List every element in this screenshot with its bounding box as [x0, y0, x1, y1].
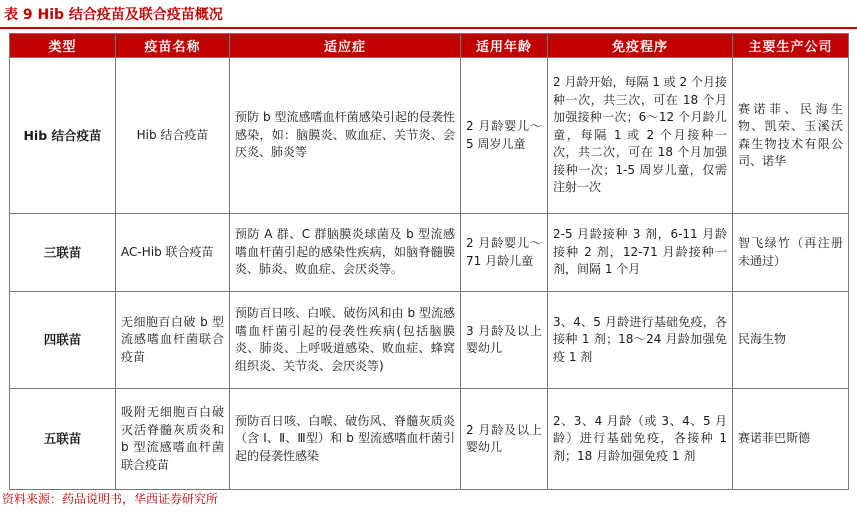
- header-vaccine-name: 疫苗名称: [116, 34, 230, 58]
- cell-vaccine-name: 无细胞百白破 b 型流感嗜血杆菌联合疫苗: [116, 292, 230, 389]
- cell-type: 四联苗: [10, 292, 116, 389]
- title-divider: [0, 27, 857, 29]
- cell-company: 赛诺菲、民海生物、凯荣、玉溪沃森生物技术有限公司、诺华: [733, 58, 849, 214]
- cell-type: 五联苗: [10, 389, 116, 490]
- cell-type: Hib 结合疫苗: [10, 58, 116, 214]
- cell-age: 2 月龄婴儿～71 月龄儿童: [461, 214, 548, 292]
- cell-vaccine-name: AC-Hib 联合疫苗: [116, 214, 230, 292]
- cell-company: 赛诺菲巴斯德: [733, 389, 849, 490]
- header-company: 主要生产公司: [733, 34, 849, 58]
- source-note: 资料来源：药品说明书，华西证券研究所: [2, 492, 219, 506]
- table-title: 表 9 Hib 结合疫苗及联合疫苗概况: [4, 7, 223, 23]
- cell-company: 智飞绿竹（再注册未通过）: [733, 214, 849, 292]
- cell-indication: 预防 b 型流感嗜血杆菌感染引起的侵袭性感染，如：脑膜炎、败血症、关节炎、会厌炎、肺炎等: [230, 58, 461, 214]
- cell-schedule: 3、4、5 月龄进行基础免疫，各接种 1 剂；18～24 月龄加强免疫 1 剂: [548, 292, 733, 389]
- cell-age: 2 月龄及以上婴幼儿: [461, 389, 548, 490]
- table-header-row: [10, 34, 849, 58]
- cell-indication: 预防 A 群、C 群脑膜炎球菌及 b 型流感嗜血杆菌引起的感染性疾病，如脑脊髓膜炎、肺炎、败血症、会厌炎等。: [230, 214, 461, 292]
- cell-company: 民海生物: [733, 292, 849, 389]
- cell-type: 三联苗: [10, 214, 116, 292]
- table-row: [10, 389, 849, 490]
- cell-indication: 预防百日咳、白喉、破伤风和由 b 型流感嗜血杆菌引起的侵袭性疾病(包括脑膜炎、肺炎、上呼吸道感染、败血症、蜂窝组织炎、关节炎、会厌炎等): [230, 292, 461, 389]
- cell-schedule: 2、3、4 月龄（或 3、4、5 月龄）进行基础免疫，各接种 1 剂；18 月龄加强免疫 1 剂: [548, 389, 733, 490]
- table-row: [10, 214, 849, 292]
- cell-schedule: 2-5 月龄接种 3 剂，6-11 月龄接种 2 剂，12-71 月龄接种一剂，间隔 1 个月: [548, 214, 733, 292]
- header-schedule: 免疫程序: [548, 34, 733, 58]
- cell-indication: 预防百日咳、白喉、破伤风、脊髓灰质炎（含 Ⅰ、Ⅱ、Ⅲ型）和 b 型流感嗜血杆菌引起的侵袭性感染: [230, 389, 461, 490]
- header-type: 类型: [10, 34, 116, 58]
- header-indication: 适应症: [230, 34, 461, 58]
- cell-vaccine-name: 吸附无细胞百白破灭活脊髓灰质炎和 b 型流感嗜血杆菌联合疫苗: [116, 389, 230, 490]
- table-row: [10, 58, 849, 214]
- header-age: 适用年龄: [461, 34, 548, 58]
- table-row: [10, 292, 849, 389]
- cell-vaccine-name: Hib 结合疫苗: [116, 58, 230, 214]
- vaccine-overview-table: [9, 33, 849, 490]
- cell-schedule: 2 月龄开始，每隔 1 或 2 个月接种一次，共三次，可在 18 个月加强接种一次；6～12 个月龄儿童，每隔 1 或 2 个月接种一次，共二次，可在 18 个月加强接种一次；1-5 周岁儿童，仅需注射一次: [548, 58, 733, 214]
- cell-age: 3 月龄及以上婴幼儿: [461, 292, 548, 389]
- cell-age: 2 月龄婴儿～5 周岁儿童: [461, 58, 548, 214]
